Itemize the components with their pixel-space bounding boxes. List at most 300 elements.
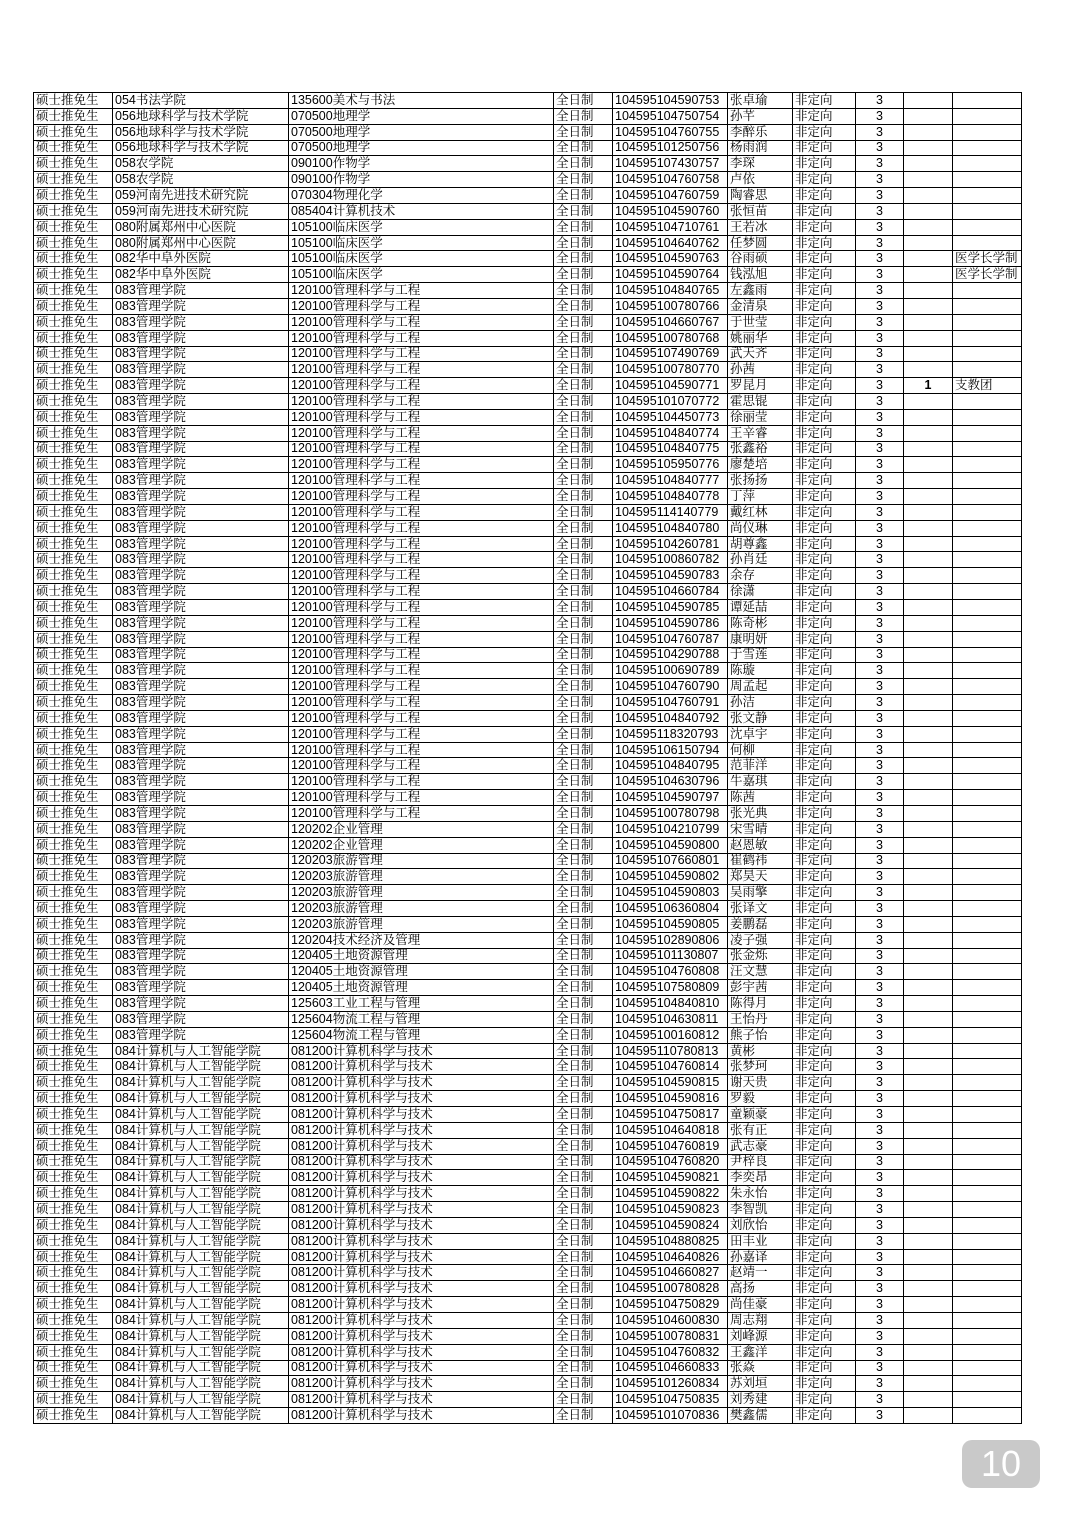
cell-study-mode: 全日制 <box>554 695 613 711</box>
cell-exam-id: 104595100780768 <box>613 330 728 346</box>
cell-flag <box>904 1027 953 1043</box>
cell-student-type: 硕士推免生 <box>34 362 113 378</box>
cell-study-mode: 全日制 <box>554 1186 613 1202</box>
cell-major: 081200计算机科学与技术 <box>289 1344 554 1360</box>
cell-name: 王鑫洋 <box>728 1344 793 1360</box>
cell-duration: 3 <box>856 837 904 853</box>
cell-duration: 3 <box>856 821 904 837</box>
table-row <box>34 1122 1022 1138</box>
cell-exam-id: 104595104590760 <box>613 203 728 219</box>
cell-exam-id: 104595104750754 <box>613 108 728 124</box>
cell-college: 083管理学院 <box>113 679 289 695</box>
cell-orientation: 非定向 <box>793 1202 856 1218</box>
cell-college: 083管理学院 <box>113 774 289 790</box>
cell-study-mode: 全日制 <box>554 1091 613 1107</box>
cell-exam-id: 104595104750835 <box>613 1392 728 1408</box>
cell-student-type: 硕士推免生 <box>34 600 113 616</box>
cell-name: 徐潇 <box>728 584 793 600</box>
cell-name: 任梦圆 <box>728 235 793 251</box>
cell-flag <box>904 1376 953 1392</box>
cell-study-mode: 全日制 <box>554 1344 613 1360</box>
cell-student-type: 硕士推免生 <box>34 1011 113 1027</box>
cell-student-type: 硕士推免生 <box>34 1392 113 1408</box>
cell-duration: 3 <box>856 758 904 774</box>
cell-orientation: 非定向 <box>793 457 856 473</box>
cell-duration: 3 <box>856 1170 904 1186</box>
cell-study-mode: 全日制 <box>554 647 613 663</box>
cell-name: 周志翔 <box>728 1312 793 1328</box>
cell-study-mode: 全日制 <box>554 1265 613 1281</box>
table-row <box>34 1360 1022 1376</box>
table-row <box>34 932 1022 948</box>
cell-exam-id: 104595104660767 <box>613 314 728 330</box>
cell-study-mode: 全日制 <box>554 457 613 473</box>
cell-name: 吴雨擎 <box>728 885 793 901</box>
cell-exam-id: 104595102890806 <box>613 932 728 948</box>
cell-exam-id: 104595100780828 <box>613 1281 728 1297</box>
cell-flag <box>904 1122 953 1138</box>
cell-orientation: 非定向 <box>793 267 856 283</box>
cell-orientation: 非定向 <box>793 1059 856 1075</box>
cell-name: 刘峰源 <box>728 1328 793 1344</box>
table-body <box>34 93 1022 1424</box>
cell-flag <box>904 1360 953 1376</box>
cell-duration: 3 <box>856 283 904 299</box>
cell-student-type: 硕士推免生 <box>34 1186 113 1202</box>
cell-remark <box>953 298 1022 314</box>
cell-exam-id: 104595104840774 <box>613 425 728 441</box>
cell-remark <box>953 93 1022 109</box>
table-row <box>34 314 1022 330</box>
cell-study-mode: 全日制 <box>554 901 613 917</box>
cell-exam-id: 104595104760755 <box>613 124 728 140</box>
cell-student-type: 硕士推免生 <box>34 916 113 932</box>
table-row <box>34 647 1022 663</box>
cell-orientation: 非定向 <box>793 425 856 441</box>
cell-flag <box>904 805 953 821</box>
cell-major: 081200计算机科学与技术 <box>289 1138 554 1154</box>
cell-name: 康明妍 <box>728 631 793 647</box>
cell-college: 083管理学院 <box>113 1011 289 1027</box>
cell-study-mode: 全日制 <box>554 1043 613 1059</box>
table-row <box>34 758 1022 774</box>
cell-major: 081200计算机科学与技术 <box>289 1107 554 1123</box>
cell-college: 084计算机与人工智能学院 <box>113 1233 289 1249</box>
cell-name: 陶睿思 <box>728 188 793 204</box>
cell-remark <box>953 156 1022 172</box>
cell-major: 120100管理科学与工程 <box>289 520 554 536</box>
cell-orientation: 非定向 <box>793 869 856 885</box>
cell-college: 083管理学院 <box>113 362 289 378</box>
cell-duration: 3 <box>856 1138 904 1154</box>
table-row <box>34 916 1022 932</box>
cell-college: 084计算机与人工智能学院 <box>113 1091 289 1107</box>
cell-major: 081200计算机科学与技术 <box>289 1091 554 1107</box>
cell-college: 084计算机与人工智能学院 <box>113 1043 289 1059</box>
cell-remark <box>953 473 1022 489</box>
cell-college: 083管理学院 <box>113 346 289 362</box>
cell-orientation: 非定向 <box>793 631 856 647</box>
table-row <box>34 520 1022 536</box>
cell-study-mode: 全日制 <box>554 409 613 425</box>
cell-college: 084计算机与人工智能学院 <box>113 1059 289 1075</box>
cell-student-type: 硕士推免生 <box>34 805 113 821</box>
cell-flag <box>904 774 953 790</box>
cell-name: 陈得月 <box>728 996 793 1012</box>
table-row <box>34 710 1022 726</box>
cell-exam-id: 104595104760790 <box>613 679 728 695</box>
cell-remark <box>953 1392 1022 1408</box>
cell-flag <box>904 647 953 663</box>
cell-study-mode: 全日制 <box>554 584 613 600</box>
cell-remark <box>953 1154 1022 1170</box>
cell-exam-id: 104595104660784 <box>613 584 728 600</box>
cell-remark <box>953 1376 1022 1392</box>
cell-duration: 3 <box>856 188 904 204</box>
cell-duration: 3 <box>856 330 904 346</box>
cell-duration: 3 <box>856 584 904 600</box>
table-row <box>34 93 1022 109</box>
cell-duration: 3 <box>856 1281 904 1297</box>
cell-flag <box>904 172 953 188</box>
cell-college: 083管理学院 <box>113 473 289 489</box>
cell-student-type: 硕士推免生 <box>34 124 113 140</box>
cell-major: 081200计算机科学与技术 <box>289 1265 554 1281</box>
cell-flag <box>904 916 953 932</box>
cell-duration: 3 <box>856 1059 904 1075</box>
cell-study-mode: 全日制 <box>554 1328 613 1344</box>
cell-college: 084计算机与人工智能学院 <box>113 1170 289 1186</box>
table-row <box>34 330 1022 346</box>
cell-major: 120405土地资源管理 <box>289 980 554 996</box>
cell-remark <box>953 901 1022 917</box>
cell-name: 霍思锟 <box>728 394 793 410</box>
cell-student-type: 硕士推免生 <box>34 1249 113 1265</box>
cell-flag <box>904 504 953 520</box>
cell-flag <box>904 695 953 711</box>
cell-remark <box>953 1408 1022 1424</box>
cell-college: 054书法学院 <box>113 93 289 109</box>
cell-college: 084计算机与人工智能学院 <box>113 1075 289 1091</box>
cell-remark <box>953 1075 1022 1091</box>
cell-college: 083管理学院 <box>113 600 289 616</box>
table-row <box>34 948 1022 964</box>
cell-name: 张扬扬 <box>728 473 793 489</box>
cell-name: 丁萍 <box>728 489 793 505</box>
cell-major: 081200计算机科学与技术 <box>289 1360 554 1376</box>
cell-exam-id: 104595104590753 <box>613 93 728 109</box>
cell-exam-id: 104595104590815 <box>613 1075 728 1091</box>
table-row <box>34 1186 1022 1202</box>
cell-study-mode: 全日制 <box>554 378 613 394</box>
cell-study-mode: 全日制 <box>554 1233 613 1249</box>
table-row <box>34 504 1022 520</box>
cell-exam-id: 104595104840777 <box>613 473 728 489</box>
cell-student-type: 硕士推免生 <box>34 203 113 219</box>
cell-student-type: 硕士推免生 <box>34 346 113 362</box>
table-row <box>34 108 1022 124</box>
cell-student-type: 硕士推免生 <box>34 219 113 235</box>
cell-study-mode: 全日制 <box>554 124 613 140</box>
cell-college: 056地球科学与技术学院 <box>113 124 289 140</box>
cell-flag <box>904 1392 953 1408</box>
cell-study-mode: 全日制 <box>554 394 613 410</box>
cell-major: 120203旅游管理 <box>289 916 554 932</box>
cell-study-mode: 全日制 <box>554 219 613 235</box>
cell-orientation: 非定向 <box>793 980 856 996</box>
cell-study-mode: 全日制 <box>554 251 613 267</box>
cell-major: 120202企业管理 <box>289 837 554 853</box>
cell-name: 廖楚培 <box>728 457 793 473</box>
cell-student-type: 硕士推免生 <box>34 441 113 457</box>
cell-remark <box>953 996 1022 1012</box>
cell-study-mode: 全日制 <box>554 1075 613 1091</box>
cell-orientation: 非定向 <box>793 1217 856 1233</box>
cell-major: 105100临床医学 <box>289 235 554 251</box>
cell-study-mode: 全日制 <box>554 489 613 505</box>
cell-orientation: 非定向 <box>793 1138 856 1154</box>
cell-major: 090100作物学 <box>289 156 554 172</box>
cell-remark <box>953 346 1022 362</box>
cell-student-type: 硕士推免生 <box>34 837 113 853</box>
cell-name: 杨雨润 <box>728 140 793 156</box>
cell-flag <box>904 710 953 726</box>
cell-flag <box>904 1059 953 1075</box>
cell-major: 120100管理科学与工程 <box>289 298 554 314</box>
cell-remark <box>953 172 1022 188</box>
cell-college: 083管理学院 <box>113 964 289 980</box>
cell-major: 105100临床医学 <box>289 251 554 267</box>
cell-study-mode: 全日制 <box>554 346 613 362</box>
cell-name: 武天齐 <box>728 346 793 362</box>
cell-study-mode: 全日制 <box>554 425 613 441</box>
cell-college: 084计算机与人工智能学院 <box>113 1312 289 1328</box>
cell-duration: 3 <box>856 1154 904 1170</box>
cell-orientation: 非定向 <box>793 283 856 299</box>
cell-orientation: 非定向 <box>793 473 856 489</box>
cell-flag <box>904 1249 953 1265</box>
cell-study-mode: 全日制 <box>554 805 613 821</box>
cell-study-mode: 全日制 <box>554 140 613 156</box>
cell-orientation: 非定向 <box>793 1107 856 1123</box>
cell-major: 120100管理科学与工程 <box>289 504 554 520</box>
cell-remark <box>953 1027 1022 1043</box>
cell-student-type: 硕士推免生 <box>34 790 113 806</box>
cell-remark <box>953 188 1022 204</box>
cell-college: 083管理学院 <box>113 441 289 457</box>
cell-study-mode: 全日制 <box>554 520 613 536</box>
cell-remark <box>953 140 1022 156</box>
cell-major: 081200计算机科学与技术 <box>289 1297 554 1313</box>
cell-major: 120100管理科学与工程 <box>289 568 554 584</box>
cell-exam-id: 104595104590823 <box>613 1202 728 1218</box>
cell-study-mode: 全日制 <box>554 631 613 647</box>
cell-exam-id: 104595104590805 <box>613 916 728 932</box>
cell-remark <box>953 1138 1022 1154</box>
cell-student-type: 硕士推免生 <box>34 710 113 726</box>
cell-flag <box>904 726 953 742</box>
cell-study-mode: 全日制 <box>554 108 613 124</box>
cell-major: 105100临床医学 <box>289 219 554 235</box>
cell-student-type: 硕士推免生 <box>34 980 113 996</box>
cell-student-type: 硕士推免生 <box>34 536 113 552</box>
cell-orientation: 非定向 <box>793 964 856 980</box>
cell-major: 120100管理科学与工程 <box>289 695 554 711</box>
cell-major: 120100管理科学与工程 <box>289 805 554 821</box>
cell-student-type: 硕士推免生 <box>34 1344 113 1360</box>
cell-college: 083管理学院 <box>113 996 289 1012</box>
cell-exam-id: 104595104590771 <box>613 378 728 394</box>
cell-remark <box>953 520 1022 536</box>
cell-student-type: 硕士推免生 <box>34 853 113 869</box>
cell-orientation: 非定向 <box>793 156 856 172</box>
cell-exam-id: 104595101070836 <box>613 1408 728 1424</box>
cell-exam-id: 104595104630796 <box>613 774 728 790</box>
cell-student-type: 硕士推免生 <box>34 663 113 679</box>
cell-student-type: 硕士推免生 <box>34 647 113 663</box>
cell-remark <box>953 948 1022 964</box>
cell-major: 120202企业管理 <box>289 821 554 837</box>
cell-study-mode: 全日制 <box>554 156 613 172</box>
cell-college: 083管理学院 <box>113 425 289 441</box>
cell-student-type: 硕士推免生 <box>34 631 113 647</box>
cell-major: 120100管理科学与工程 <box>289 758 554 774</box>
cell-student-type: 硕士推免生 <box>34 1122 113 1138</box>
cell-student-type: 硕士推免生 <box>34 695 113 711</box>
cell-orientation: 非定向 <box>793 1170 856 1186</box>
cell-student-type: 硕士推免生 <box>34 552 113 568</box>
cell-college: 083管理学院 <box>113 932 289 948</box>
cell-college: 083管理学院 <box>113 901 289 917</box>
table-row <box>34 1233 1022 1249</box>
cell-college: 084计算机与人工智能学院 <box>113 1122 289 1138</box>
cell-flag <box>904 473 953 489</box>
table-row <box>34 235 1022 251</box>
cell-college: 084计算机与人工智能学院 <box>113 1392 289 1408</box>
cell-orientation: 非定向 <box>793 1075 856 1091</box>
cell-study-mode: 全日制 <box>554 742 613 758</box>
cell-orientation: 非定向 <box>793 520 856 536</box>
cell-major: 081200计算机科学与技术 <box>289 1122 554 1138</box>
cell-orientation: 非定向 <box>793 235 856 251</box>
cell-study-mode: 全日制 <box>554 1376 613 1392</box>
cell-college: 083管理学院 <box>113 885 289 901</box>
cell-name: 黄彬 <box>728 1043 793 1059</box>
cell-remark <box>953 853 1022 869</box>
cell-student-type: 硕士推免生 <box>34 140 113 156</box>
table-row <box>34 378 1022 394</box>
cell-study-mode: 全日制 <box>554 821 613 837</box>
cell-college: 083管理学院 <box>113 457 289 473</box>
table-row <box>34 457 1022 473</box>
table-row <box>34 695 1022 711</box>
cell-duration: 3 <box>856 916 904 932</box>
cell-flag <box>904 996 953 1012</box>
cell-name: 陈奇彬 <box>728 615 793 631</box>
cell-remark <box>953 837 1022 853</box>
cell-student-type: 硕士推免生 <box>34 758 113 774</box>
cell-orientation: 非定向 <box>793 298 856 314</box>
cell-exam-id: 104595106150794 <box>613 742 728 758</box>
cell-name: 王怡丹 <box>728 1011 793 1027</box>
cell-exam-id: 104595107430757 <box>613 156 728 172</box>
cell-major: 120100管理科学与工程 <box>289 473 554 489</box>
cell-major: 081200计算机科学与技术 <box>289 1154 554 1170</box>
table-row <box>34 188 1022 204</box>
cell-duration: 3 <box>856 267 904 283</box>
cell-remark <box>953 758 1022 774</box>
cell-name: 沈卓宇 <box>728 726 793 742</box>
cell-name: 陈茜 <box>728 790 793 806</box>
cell-major: 120100管理科学与工程 <box>289 679 554 695</box>
cell-remark <box>953 552 1022 568</box>
cell-college: 084计算机与人工智能学院 <box>113 1408 289 1424</box>
cell-flag <box>904 1107 953 1123</box>
cell-major: 120100管理科学与工程 <box>289 425 554 441</box>
cell-remark <box>953 203 1022 219</box>
cell-remark <box>953 1297 1022 1313</box>
cell-study-mode: 全日制 <box>554 932 613 948</box>
cell-college: 080附属郑州中心医院 <box>113 235 289 251</box>
cell-flag <box>904 948 953 964</box>
cell-name: 于雪莲 <box>728 647 793 663</box>
cell-major: 120203旅游管理 <box>289 885 554 901</box>
cell-study-mode: 全日制 <box>554 948 613 964</box>
cell-flag <box>904 837 953 853</box>
cell-exam-id: 104595104590783 <box>613 568 728 584</box>
cell-flag <box>904 885 953 901</box>
table-row <box>34 1217 1022 1233</box>
cell-name: 宋雪晴 <box>728 821 793 837</box>
cell-study-mode: 全日制 <box>554 710 613 726</box>
cell-major: 081200计算机科学与技术 <box>289 1186 554 1202</box>
cell-study-mode: 全日制 <box>554 726 613 742</box>
cell-flag <box>904 536 953 552</box>
cell-college: 084计算机与人工智能学院 <box>113 1328 289 1344</box>
cell-orientation: 非定向 <box>793 805 856 821</box>
cell-exam-id: 104595104590821 <box>613 1170 728 1186</box>
cell-study-mode: 全日制 <box>554 1170 613 1186</box>
cell-orientation: 非定向 <box>793 647 856 663</box>
cell-student-type: 硕士推免生 <box>34 1281 113 1297</box>
cell-duration: 3 <box>856 1360 904 1376</box>
cell-major: 120100管理科学与工程 <box>289 663 554 679</box>
cell-college: 084计算机与人工智能学院 <box>113 1360 289 1376</box>
cell-college: 083管理学院 <box>113 520 289 536</box>
cell-name: 谭延喆 <box>728 600 793 616</box>
cell-study-mode: 全日制 <box>554 679 613 695</box>
cell-orientation: 非定向 <box>793 710 856 726</box>
cell-exam-id: 104595100780770 <box>613 362 728 378</box>
cell-name: 郑昊天 <box>728 869 793 885</box>
cell-major: 081200计算机科学与技术 <box>289 1075 554 1091</box>
cell-exam-id: 104595100780798 <box>613 805 728 821</box>
cell-major: 081200计算机科学与技术 <box>289 1249 554 1265</box>
cell-exam-id: 104595104640818 <box>613 1122 728 1138</box>
cell-college: 083管理学院 <box>113 330 289 346</box>
cell-exam-id: 104595104590785 <box>613 600 728 616</box>
table-row <box>34 536 1022 552</box>
cell-college: 083管理学院 <box>113 790 289 806</box>
cell-college: 083管理学院 <box>113 695 289 711</box>
cell-remark <box>953 1328 1022 1344</box>
cell-name: 左鑫雨 <box>728 283 793 299</box>
cell-study-mode: 全日制 <box>554 172 613 188</box>
cell-college: 083管理学院 <box>113 742 289 758</box>
cell-orientation: 非定向 <box>793 1043 856 1059</box>
cell-study-mode: 全日制 <box>554 504 613 520</box>
cell-major: 125604物流工程与管理 <box>289 1011 554 1027</box>
